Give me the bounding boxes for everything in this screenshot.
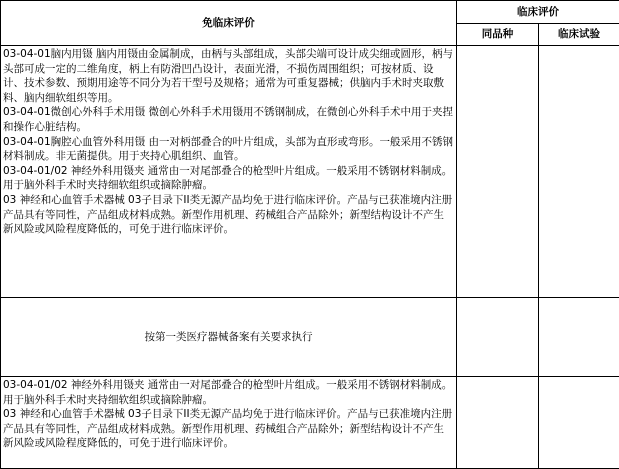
- item-neuro-forceps-clip: 03-04-01/02 神经外科用镊夹 通常由一对尾部叠合的枪型叶片组成。一般采用不锈钢材料制成。用于脑外科手术时夹持细软组织或摘除肿瘤。: [3, 164, 454, 193]
- clinical-trial-cell-row3[interactable]: [539, 377, 619, 469]
- clinical-eval-header[interactable]: 临床评价: [457, 1, 619, 24]
- clinical-trial-cell-row1[interactable]: [539, 46, 619, 298]
- same-product-header[interactable]: 同品种: [457, 24, 539, 46]
- exempt-cell-row3[interactable]: [1, 377, 457, 469]
- clinical-trial-header[interactable]: 临床试验: [539, 24, 619, 46]
- exempt-clinical-header[interactable]: 免临床评价: [1, 1, 457, 46]
- exempt-cell-row2[interactable]: [1, 298, 457, 377]
- same-product-cell-row1[interactable]: [457, 46, 539, 298]
- item-subcategory-note: 03 神经和心血管手术器械 03子目录下II类无源产品均免于进行临床评价。产品与已获准境内注册产品具有等同性，产品组成材料成熟。新型作用机理、药械组合产品除外；新型结构设计不产生新风险或风险程度降低的，可免于进行临床评价。: [3, 407, 454, 451]
- clinical-trial-cell-row2[interactable]: [539, 298, 619, 377]
- item-neuro-forceps-clip: 03-04-01/02 神经外科用镊夹 通常由一对尾部叠合的枪型叶片组成。一般采用不锈钢材料制成。用于脑外科手术时夹持细软组织或摘除肿瘤。: [3, 378, 454, 407]
- item-brain-forceps: 03-04-01脑内用镊 脑内用镊由金属制成，由柄与头部组成，头部尖端可设计成尖细或圆形，柄与头部可成一定的二维角度，柄上有防滑凹凸设计，表面光滑，不损伤周围组织；可按材质、设计、技术参数、预期用途等不同分为若干型号及规格；通常为可重复器械；供脑内手术时夹取敷料、脑内细软组织等用。: [3, 47, 454, 105]
- same-product-cell-row2[interactable]: [457, 298, 539, 377]
- same-product-cell-row3[interactable]: [457, 377, 539, 469]
- item-minimally-invasive-forceps: 03-04-01微创心外科手术用镊 微创心外科手术用镊用不锈钢制成，在微创心外科手术中用于夹捏和操作心脏结构。: [3, 105, 454, 134]
- item-subcategory-note: 03 神经和心血管手术器械 03子目录下II类无源产品均免于进行临床评价。产品与已获准境内注册产品具有等同性，产品组成材料成熟。新型作用机理、药械组合产品除外；新型结构设计不产生新风险或风险程度降低的，可免于进行临床评价。: [3, 193, 454, 237]
- item-thoracic-forceps: 03-04-01胸腔心血管外科用镊 由一对柄部叠合的叶片组成，头部为直形或弯形。一般采用不锈钢材料制成。非无菌提供。用于夹持心肌组织、血管。: [3, 135, 454, 164]
- class-one-filing-note: 按第一类医疗器械备案有关要求执行: [145, 331, 313, 343]
- exempt-cell-row1[interactable]: [1, 46, 457, 298]
